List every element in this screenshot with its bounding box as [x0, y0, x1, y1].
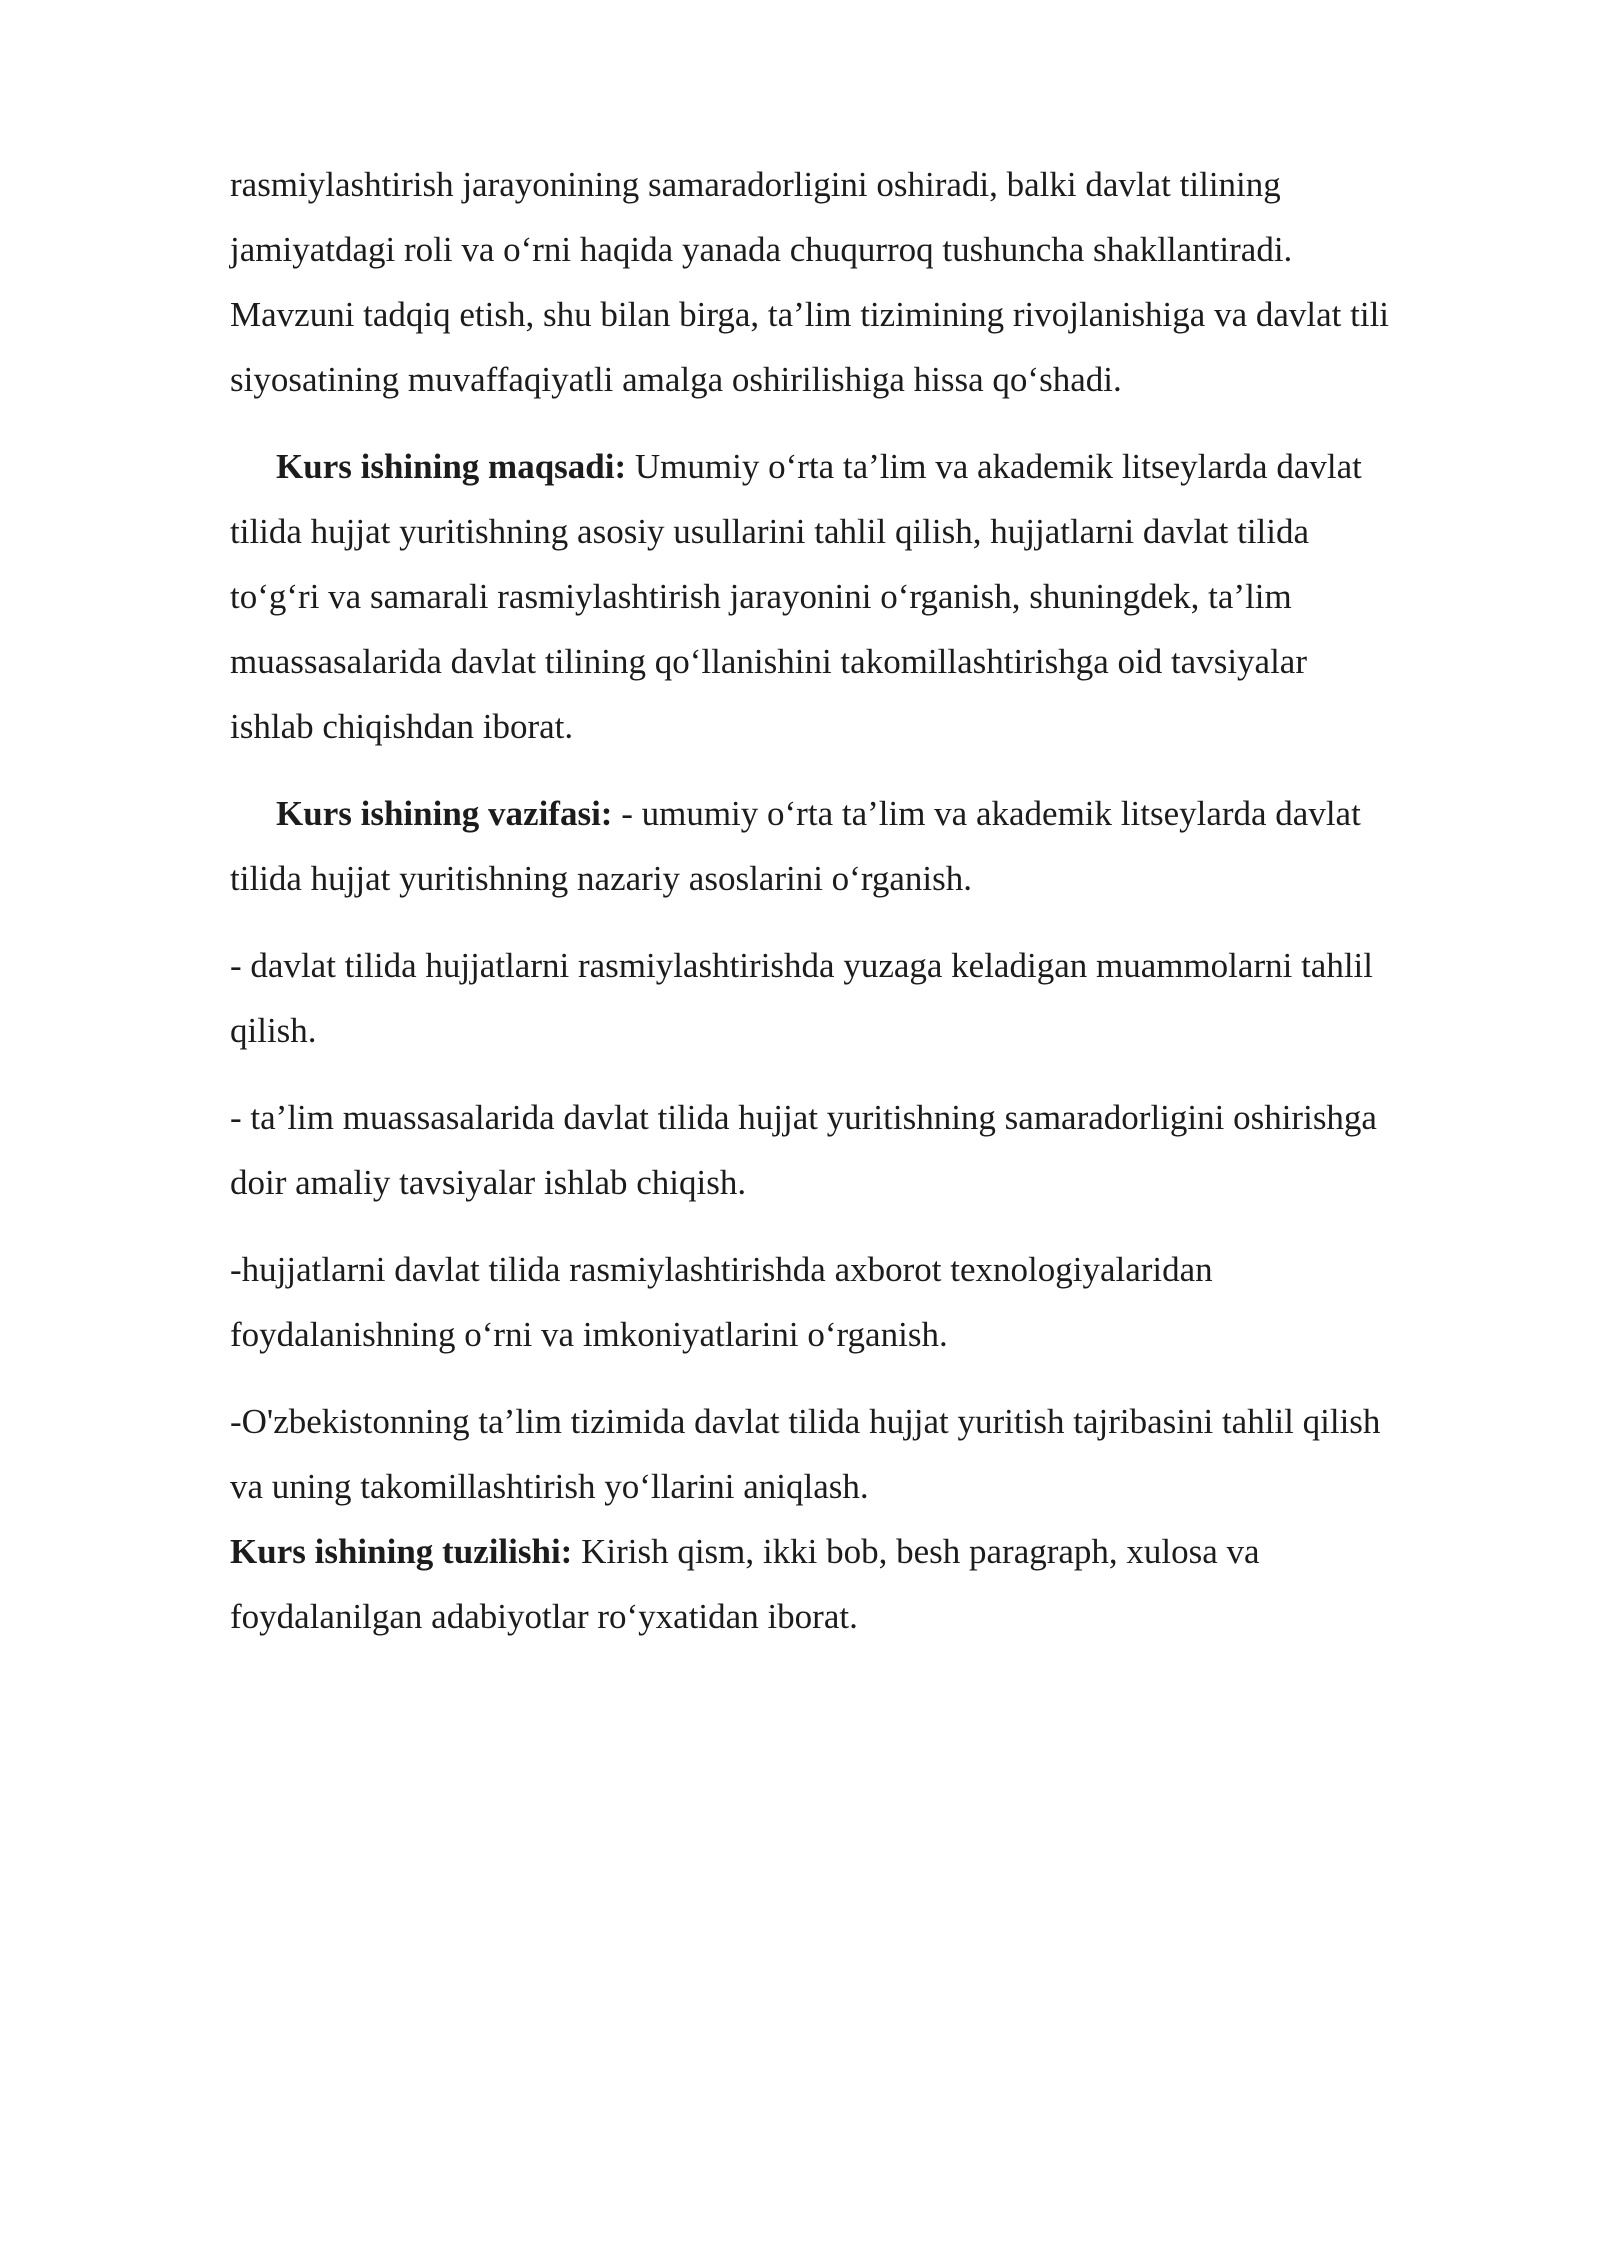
text-line: tilida hujjat yuritishning nazariy asoslarini o‘rganish. [230, 859, 972, 898]
text-line: rasmiylashtirish jarayonining samaradorligini oshiradi, balki davlat tilining [230, 165, 1281, 204]
text-line: Mavzuni tadqiq etish, shu bilan birga, ta’lim tizimining rivojlanishiga va davlat tili [230, 295, 1390, 334]
text-line: va uning takomillashtirish yo‘llarini aniqlash. [230, 1467, 869, 1506]
text-line: siyosatining muvaffaqiyatli amalga oshirilishiga hissa qo‘shadi. [230, 360, 1122, 399]
text-line: jamiyatdagi roli va o‘rni haqida yanada chuqurroq tushuncha shakllantiradi. [230, 230, 1293, 269]
text-line: to‘g‘ri va samarali rasmiylashtirish jarayonini o‘rganish, shuningdek, ta’lim [230, 577, 1292, 616]
text-line: tilida hujjat yuritishning asosiy usullarini tahlil qilish, hujjatlarni davlat tilida [230, 512, 1310, 551]
text-line: ishlab chiqishdan iborat. [230, 707, 574, 746]
tasks-label: Kurs ishining vazifasi: [276, 794, 613, 833]
text-line: foydalanilgan adabiyotlar ro‘yxatidan iborat. [230, 1597, 858, 1636]
text-line: muassasalarida davlat tilining qo‘llanishini takomillashtirishga oid tavsiyalar [230, 642, 1308, 681]
text-line: -O'zbekistonning ta’lim tizimida davlat tilida hujjat yuritish tajribasini tahlil qilish [230, 1402, 1381, 1441]
task-item [230, 1085, 1500, 1215]
text-line: Umumiy o‘rta ta’lim va akademik litseylarda davlat [626, 447, 1362, 486]
task-item [230, 1389, 1500, 1519]
structure-label: Kurs ishining tuzilishi: [230, 1532, 573, 1571]
intro-paragraph [230, 152, 1500, 412]
goal-label: Kurs ishining maqsadi: [276, 447, 627, 486]
text-line: foydalanishning o‘rni va imkoniyatlarini o‘rganish. [230, 1315, 948, 1354]
text-line: - umumiy o‘rta ta’lim va akademik litseylarda davlat [612, 794, 1361, 833]
task-item [230, 1237, 1500, 1367]
text-line: Kirish qism, ikki bob, besh paragraph, xulosa va [572, 1532, 1260, 1571]
text-line: doir amaliy tavsiyalar ishlab chiqish. [230, 1163, 747, 1202]
task-item [230, 933, 1500, 1063]
text-line: -hujjatlarni davlat tilida rasmiylashtirishda axborot texnologiyalaridan [230, 1250, 1213, 1289]
text-line: - davlat tilida hujjatlarni rasmiylashtirishda yuzaga keladigan muammolarni tahlil [230, 946, 1374, 985]
goal-paragraph [230, 434, 1500, 759]
document-body [230, 152, 1500, 1671]
text-line: qilish. [230, 1011, 317, 1050]
structure-paragraph [230, 1519, 1500, 1649]
tasks-paragraph [230, 781, 1500, 911]
text-line: - ta’lim muassasalarida davlat tilida hujjat yuritishning samaradorligini oshirishga [230, 1098, 1377, 1137]
